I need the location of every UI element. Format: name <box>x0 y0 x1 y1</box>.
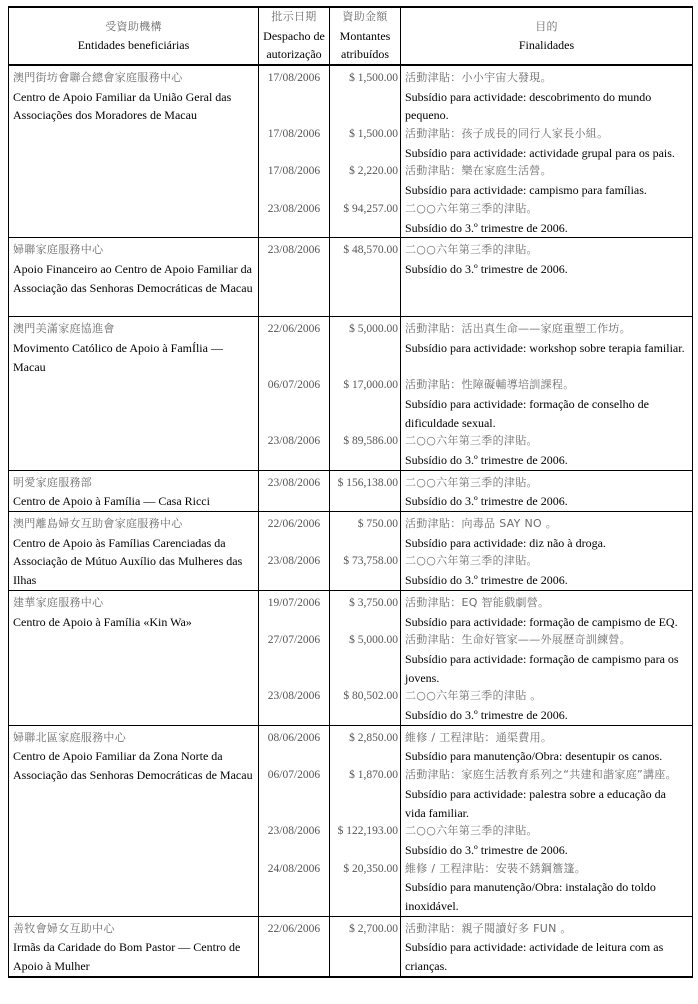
entity-name-pt: Movimento Católico de Apoio à FamÍlia — Macau <box>13 340 223 374</box>
entity-cell <box>9 65 259 238</box>
entity-cell <box>9 317 259 471</box>
grant-purpose <box>405 432 688 469</box>
header-date-pt-2: autorização <box>266 47 322 62</box>
date-cell <box>259 916 330 977</box>
grant-purpose-pt: Subsídio do 3.º trimestre de 2006. <box>405 494 568 509</box>
date-cell <box>259 725 330 916</box>
grant-date: 23/08/2006 <box>267 244 321 257</box>
amount-cell <box>330 590 401 725</box>
grant-purpose-zh: 活動津貼：EQ 智能戲劇營。 <box>405 595 550 609</box>
grant-purpose-zh: 活動津貼：樂在家庭生活營。 <box>405 164 552 178</box>
grant-date: 23/08/2006 <box>267 555 321 568</box>
grant-amount: $ 73,758.00 <box>343 555 398 568</box>
amount-cell <box>330 725 401 916</box>
grant-date: 08/06/2006 <box>267 731 321 744</box>
table-row <box>9 470 693 511</box>
grants-table <box>8 6 693 978</box>
entity-cell <box>9 512 259 591</box>
grant-amount: $ 2,700.00 <box>349 922 398 935</box>
amount-cell <box>330 238 401 317</box>
amount-cell <box>330 470 401 511</box>
grant-purpose-pt: Subsídio para actividade: formação de conselho de dificuldade sexual. <box>405 396 649 430</box>
header-purpose-pt: Finalidades <box>518 38 575 52</box>
header-date-zh: 批示日期 <box>271 10 317 24</box>
grant-purpose <box>405 822 688 859</box>
grant-purpose-zh: 活動津貼：生命好管家——外展歷奇訓練營。 <box>405 633 631 647</box>
grant-purpose-pt: Subsídio para actividade: formação de campismo para os jovens. <box>405 651 679 685</box>
grant-purpose-pt: Subsídio para actividade: diz não à droga. <box>405 535 606 550</box>
grant-purpose-pt: Subsídio para actividade: palestra sobre a educação da vida familiar. <box>405 786 666 820</box>
grant-amount: $ 1,500.00 <box>349 72 398 84</box>
entity-name-pt: Apoio Financeiro ao Centro de Apoio Familiar da Associação das Senhoras Democráticas de Macau <box>13 262 253 295</box>
header-amount-zh: 資助金額 <box>342 10 388 24</box>
purpose-cell <box>401 65 693 238</box>
grant-purpose-zh: 二○○六年第三季的津貼。 <box>405 434 538 448</box>
entity-name-zh: 澳門街坊會聯合總會家庭服務中心 <box>13 71 183 84</box>
amount-cell <box>330 65 401 238</box>
grant-purpose-pt: Subsídio para actividade: campismo para famílias. <box>405 183 647 198</box>
header-entities-zh: 受資助機構 <box>105 19 162 33</box>
entity-name-pt: Centro de Apoio às Famílias Carenciadas da Associação de Mútuo Auxílio das Mulheres das Ilhas <box>13 535 243 588</box>
amount-cell <box>330 916 401 977</box>
table-row <box>9 512 693 591</box>
grant-purpose-pt: Subsídio para manutenção/Obra: instalação do toldo inoxidável. <box>405 880 656 914</box>
entity-cell <box>9 470 259 511</box>
grant-purpose-zh: 二○○六年第三季的津貼 。 <box>405 689 542 703</box>
header-entities-pt: Entidades beneficiárias <box>77 38 190 52</box>
entity-name-pt: Centro de Apoio Familiar da União Geral das Associações dos Moradores de Macau <box>13 89 232 123</box>
grant-amount: $ 2,220.00 <box>349 165 398 178</box>
grant-date: 17/08/2006 <box>267 72 321 84</box>
purpose-cell <box>401 916 693 977</box>
header-purpose-zh: 目的 <box>535 19 558 33</box>
grant-purpose <box>405 162 688 199</box>
header-purpose <box>401 7 693 65</box>
purpose-cell <box>401 470 693 511</box>
grant-date: 17/08/2006 <box>267 165 321 178</box>
grant-date: 23/08/2006 <box>267 690 321 703</box>
grant-purpose <box>405 515 688 552</box>
grant-date: 27/07/2006 <box>267 634 321 647</box>
grant-purpose <box>405 766 688 822</box>
grant-date: 23/08/2006 <box>267 202 321 215</box>
grant-purpose <box>405 687 688 724</box>
grant-amount: $ 122,193.00 <box>337 825 398 838</box>
grant-date: 23/08/2006 <box>267 476 321 489</box>
grant-date: 06/07/2006 <box>267 379 321 392</box>
amount-cell <box>330 512 401 591</box>
grant-date: 17/08/2006 <box>267 128 321 141</box>
grant-purpose-zh: 活動津貼：親子閱讀好多 FUN 。 <box>405 921 572 935</box>
grant-amount: $ 80,502.00 <box>343 690 398 703</box>
grant-purpose-zh: 活動津貼：向毒品 SAY NO 。 <box>405 517 558 531</box>
purpose-cell <box>401 590 693 725</box>
grant-purpose-pt: Subsídio para actividade: workshop sobre terapia familiar. <box>405 340 685 355</box>
entity-name-zh: 澳門美滿家庭協進會 <box>13 322 115 336</box>
grant-date: 23/08/2006 <box>267 825 321 838</box>
grant-purpose <box>405 552 688 589</box>
grant-amount: $ 5,000.00 <box>349 634 398 647</box>
grant-amount: $ 3,750.00 <box>349 596 398 609</box>
grant-amount: $ 2,850.00 <box>349 731 398 744</box>
date-cell <box>259 590 330 725</box>
grant-amount: $ 89,586.00 <box>343 435 398 448</box>
header-amount-pt-1: Montantes <box>339 28 391 43</box>
table-row <box>9 590 693 725</box>
grant-purpose-zh: 活動津貼：性障礙輔導培訓課程。 <box>405 378 575 392</box>
entity-name-zh: 明愛家庭服務部 <box>13 475 93 489</box>
grant-purpose-pt: Subsídio do 3.º trimestre de 2006. <box>405 708 568 723</box>
grant-purpose <box>405 474 688 511</box>
grant-purpose-zh: 二○○六年第三季的津貼。 <box>405 554 538 568</box>
table-row <box>9 317 693 471</box>
header-entities <box>9 7 259 65</box>
grant-purpose-zh: 二○○六年第三季的津貼。 <box>405 475 538 489</box>
grant-date: 22/06/2006 <box>267 922 321 935</box>
grant-purpose <box>405 376 688 432</box>
purpose-cell <box>401 317 693 471</box>
entity-name-pt: Irmãs da Caridade do Bom Pastor — Centro de Apoio à Mulher <box>13 940 241 974</box>
purpose-cell <box>401 238 693 317</box>
grant-purpose-pt: Subsídio do 3.º trimestre de 2006. <box>405 573 568 588</box>
grant-purpose-zh: 活動津貼：活出真生命——家庭重塑工作坊。 <box>405 322 631 336</box>
table-row <box>9 916 693 977</box>
grant-purpose-pt: Subsídio para actividade: formação de campismo de EQ. <box>405 614 678 629</box>
grant-purpose-pt: Subsídio do 3.º trimestre de 2006. <box>405 452 568 467</box>
grant-purpose <box>405 729 688 766</box>
header-date <box>259 7 330 65</box>
table-row <box>9 65 693 238</box>
table-row <box>9 238 693 317</box>
date-cell <box>259 512 330 591</box>
grant-purpose <box>405 631 688 687</box>
grant-purpose-pt: Subsídio para actividade: actividade de leitura com as crianças. <box>405 940 664 974</box>
grant-purpose-zh: 二○○六年第三季的津貼。 <box>405 824 538 838</box>
date-cell <box>259 470 330 511</box>
entity-cell <box>9 725 259 916</box>
grant-purpose-zh: 維修 / 工程津貼：安裝不銹鋼簷篷。 <box>405 861 587 875</box>
grant-purpose <box>405 594 688 631</box>
entity-cell <box>9 238 259 317</box>
entity-name-pt: Centro de Apoio Familiar da Zona Norte da Associação das Senhoras Democráticas de Macau <box>13 749 253 783</box>
grant-purpose-pt: Subsídio do 3.º trimestre de 2006. <box>405 842 568 857</box>
grant-purpose <box>405 320 688 376</box>
grant-purpose-zh: 二○○六年第三季的津貼。 <box>405 201 538 215</box>
grant-amount: $ 750.00 <box>357 518 398 531</box>
grant-purpose <box>405 241 688 278</box>
grant-date: 24/08/2006 <box>267 862 321 875</box>
header-amount-pt-2: atribuídos <box>341 47 389 62</box>
grant-amount: $ 48,570.00 <box>343 244 398 257</box>
grant-purpose-zh: 活動津貼：孩子成長的同行人家長小組。 <box>405 127 609 141</box>
date-cell <box>259 65 330 238</box>
grant-purpose-zh: 維修 / 工程津貼：通渠費用。 <box>405 730 553 744</box>
grant-date: 22/06/2006 <box>267 518 321 531</box>
purpose-cell <box>401 725 693 916</box>
grant-purpose-zh: 二○○六年第三季的津貼。 <box>405 243 538 257</box>
date-cell <box>259 317 330 471</box>
header-date-pt-1: Despacho de <box>263 28 325 43</box>
entity-name-zh: 婦聯家庭服務中心 <box>13 243 104 257</box>
grant-purpose <box>405 920 688 976</box>
grants-document <box>8 6 692 978</box>
grant-amount: $ 20,350.00 <box>343 862 398 875</box>
entity-name-zh: 善牧會婦女互助中心 <box>13 921 115 935</box>
entity-cell <box>9 590 259 725</box>
grant-date: 19/07/2006 <box>267 596 321 609</box>
grant-amount: $ 5,000.00 <box>349 323 398 336</box>
grant-amount: $ 156,138.00 <box>337 476 398 489</box>
entity-name-zh: 婦聯北區家庭服務中心 <box>13 730 126 744</box>
purpose-cell <box>401 512 693 591</box>
header-amount <box>330 7 401 65</box>
grant-date: 06/07/2006 <box>267 769 321 782</box>
date-cell <box>259 238 330 317</box>
grant-purpose-pt: Subsídio para manutenção/Obra: desentupir os canos. <box>405 749 663 764</box>
grant-date: 22/06/2006 <box>267 323 321 336</box>
grant-purpose <box>405 200 688 237</box>
entity-name-zh: 澳門離島婦女互助會家庭服務中心 <box>13 517 183 531</box>
grant-purpose <box>405 125 688 162</box>
entity-name-pt: Centro de Apoio à Família — Casa Ricci <box>13 494 210 509</box>
grant-amount: $ 94,257.00 <box>343 202 398 215</box>
grant-purpose-pt: Subsídio do 3.º trimestre de 2006. <box>405 262 568 276</box>
table-header-row <box>9 7 693 65</box>
entity-cell <box>9 916 259 977</box>
grant-purpose <box>405 860 688 916</box>
grant-purpose-pt: Subsídio para actividade: actividade grupal para os pais. <box>405 145 675 160</box>
grant-purpose-zh: 活動津貼：小小宇宙大發現。 <box>405 71 552 84</box>
grant-purpose-pt: Subsídio do 3.º trimestre de 2006. <box>405 220 568 235</box>
grant-amount: $ 1,870.00 <box>349 769 398 782</box>
entity-name-zh: 建華家庭服務中心 <box>13 595 104 609</box>
table-row <box>9 725 693 916</box>
grant-amount: $ 17,000.00 <box>343 379 398 392</box>
grant-purpose-zh: 活動津貼：家庭生活教育系列之“共建和諧家庭”講座。 <box>405 768 677 782</box>
grant-date: 23/08/2006 <box>267 435 321 448</box>
entity-name-pt: Centro de Apoio à Família «Kin Wa» <box>13 614 192 629</box>
amount-cell <box>330 317 401 471</box>
grant-amount: $ 1,500.00 <box>349 128 398 141</box>
grant-purpose-pt: Subsídio para actividade: descobrimento do mundo pequeno. <box>405 89 652 123</box>
grant-purpose <box>405 69 688 125</box>
